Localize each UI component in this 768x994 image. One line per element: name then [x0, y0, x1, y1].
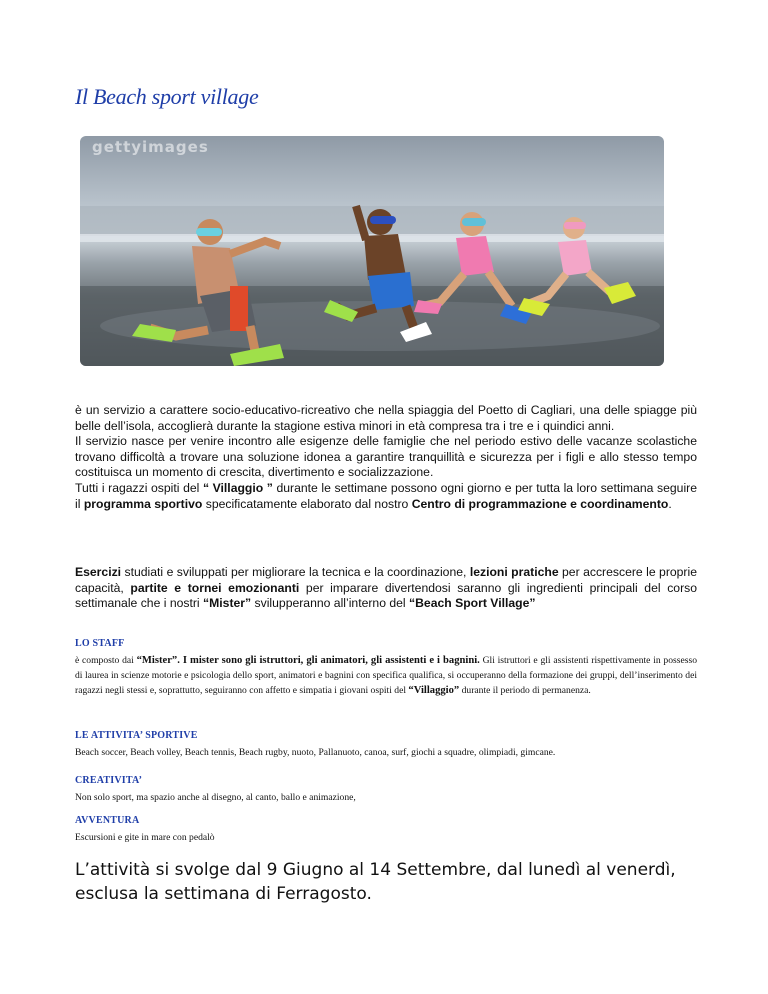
intro-sentence-3a: Tutti i ragazzi ospiti del — [75, 480, 200, 495]
watermark-text: gettyimages — [92, 138, 209, 156]
sports-heading: LE ATTIVITA’ SPORTIVE — [75, 730, 198, 741]
intro-sentence-3e: specificatamente elaborato dal nostro — [205, 496, 409, 511]
creativity-heading: CREATIVITA’ — [75, 775, 143, 786]
staff-text-b: “Mister”. I mister sono gli istruttori, gli animatori, gli assistenti e i bagnini. — [136, 655, 480, 666]
creativity-body: Non solo sport, ma spazio anche al disegno, al canto, ballo e animazione, — [75, 792, 356, 803]
exercises-text-d: per accrescere le proprie capacità, — [75, 565, 697, 595]
exercises-text-h: svilupperanno all’interno del — [254, 596, 406, 611]
intro-paragraph — [75, 403, 697, 512]
mister-label: “Mister” — [203, 596, 252, 611]
beach-kids-photo — [80, 136, 664, 366]
page-title: Il Beach sport village — [75, 84, 259, 109]
staff-body — [75, 653, 697, 698]
intro-period: . — [668, 496, 672, 511]
sports-body: Beach soccer, Beach volley, Beach tennis, Beach rugby, nuoto, Pallanuoto, canoa, surf, giochi a squadre, olimpiadi, gimcane. — [75, 747, 556, 758]
staff-text-c: Gli istruttori e gli assistenti rispettivamente in possesso di laurea in scienze motorie e psicologia dello sport, animatori e bagnini con specifica qualifica, si occuperanno della formazione dei gruppi, dell’inserimento dei ragazzi negli stessi e, soprattutto, seguiranno con affetto e simpatia i giovani ospiti del — [75, 655, 698, 696]
exercises-paragraph — [75, 565, 697, 612]
beach-sport-village-label: “Beach Sport Village” — [409, 596, 536, 611]
staff-text-a: è composto dai — [75, 655, 134, 666]
exercises-text-f: per imparare divertendosi saranno gli ingredienti principali del corso settimanale che i nostri — [75, 580, 697, 611]
matches-label: partite e tornei emozionanti — [130, 580, 300, 595]
village-label: “ Villaggio ” — [202, 480, 273, 495]
staff-heading: LO STAFF — [75, 638, 125, 649]
staff-text-e: durante il periodo di permanenza. — [461, 685, 591, 696]
adventure-body: Escursioni e gite in mare con pedalò — [75, 832, 215, 843]
adventure-section — [75, 815, 697, 845]
exercises-label: Esercizi — [75, 565, 122, 579]
coordination-center-label: Centro di programmazione e coordinamento — [411, 496, 669, 511]
exercises-text-b: studiati e sviluppati per migliorare la tecnica e la coordinazione, — [124, 565, 467, 579]
intro-sentence-2: Il servizio nasce per venire incontro alle esigenze delle famiglie che nel periodo estivo delle vacanze scolastiche trovano difficoltà a trovare una soluzione idonea a garantire tranquillità e sicurezza per i figli e allo stesso tempo costituisca un momento di crescita, divertimento e socializzazione. — [75, 434, 697, 480]
staff-section — [75, 638, 697, 698]
sport-program-label: programma sportivo — [83, 496, 203, 511]
creativity-section — [75, 775, 697, 805]
staff-text-d: “Villaggio” — [408, 685, 460, 696]
intro-sentence-3c: durante le settimane possono ogni giorno e per tutta la loro settimana seguire il — [75, 480, 697, 511]
photo-illustration — [80, 136, 664, 366]
schedule-statement: L’attività si svolge dal 9 Giugno al 14 Settembre, dal lunedì al venerdì, esclusa la settimana di Ferragosto. — [75, 860, 676, 904]
adventure-heading: AVVENTURA — [75, 815, 140, 826]
practical-lessons-label: lezioni pratiche — [469, 565, 559, 579]
sports-section — [75, 730, 697, 760]
intro-sentence-1: è un servizio a carattere socio-educativo-ricreativo che nella spiaggia del Poetto di Cagliari, una delle spiagge più belle dell’isola, accoglierà durante la stagione estiva minori in età compresa tra i tre e i quindici anni. — [75, 403, 697, 433]
